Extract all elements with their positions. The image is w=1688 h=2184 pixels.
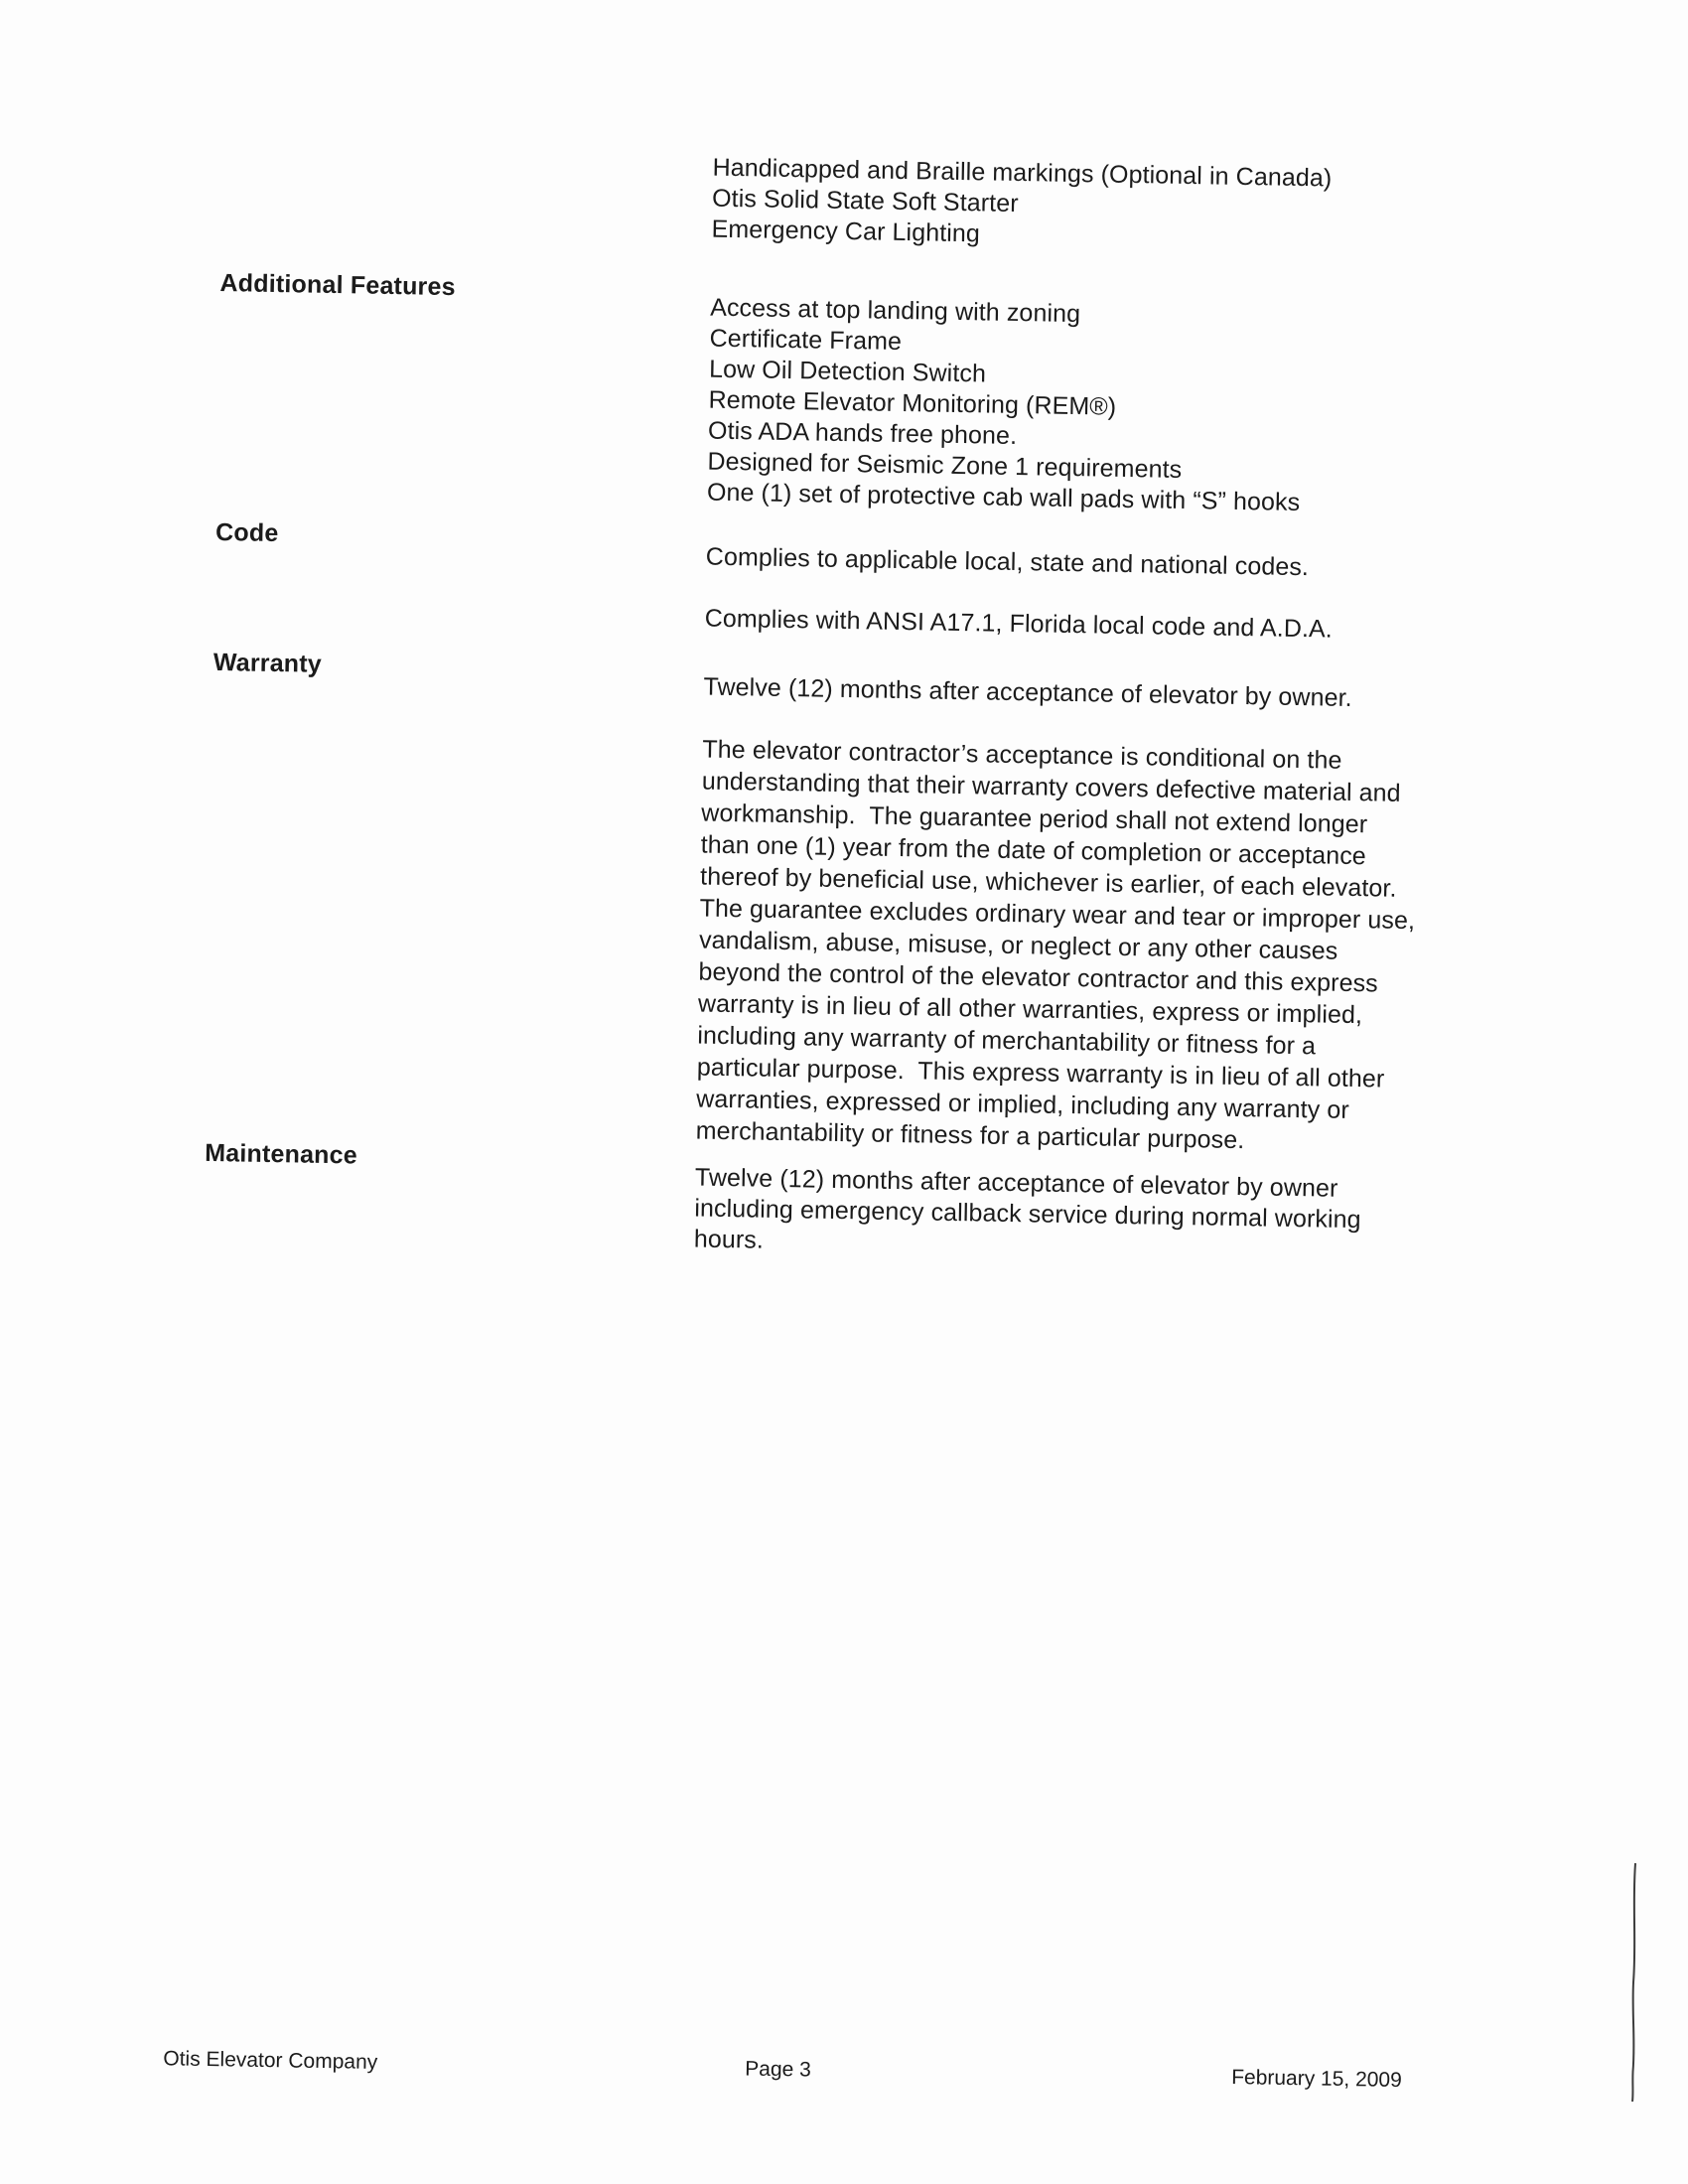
text-line: The guarantee excludes ordinary wear and tear or improper use, [699,894,1416,936]
section-code [214,517,1547,649]
paragraph-block [695,734,1526,1161]
text-line: Emergency Car Lighting [711,215,981,248]
section-maintenance [204,1138,1536,1269]
footer-company-name: Otis Elevator Company [163,2047,378,2075]
section-warranty [206,648,1544,1161]
section-label [222,144,713,153]
text-line: The elevator contractor’s acceptance is conditional on the [702,735,1342,775]
text-line: Complies with ANSI A17.1, Florida local code and A.D.A. [704,604,1334,644]
text-line: Otis ADA hands free phone. [707,416,1018,451]
text-line: Twelve (12) months after acceptance of elevator by owner [694,1163,1338,1203]
lines-block [707,293,1535,522]
text-line: Complies to applicable local, state and national codes. [705,542,1310,582]
section-additional-features [216,268,1551,522]
text-line: understanding that their warranty covers defective material and [701,767,1401,807]
text-line: Certificate Frame [709,324,903,356]
text-line: than one (1) year from the date of completion or acceptance [700,830,1367,871]
lines-block [706,542,1530,587]
text-line: Handicapped and Braille markings (Optional in Canada) [712,153,1333,193]
section-content [704,526,1530,649]
section-features-continued [220,144,1552,259]
text-line: One (1) set of protective cab wall pads with “S” hooks [706,478,1301,516]
sections-container [204,144,1553,1269]
text-line: Low Oil Detection Switch [708,355,987,388]
lines-block [703,672,1527,717]
section-label: Additional Features [219,268,456,302]
text-line: vandalism, abuse, misuse, or neglect or any other causes [698,926,1338,965]
lines-block [711,153,1536,259]
section-label: Code [214,517,279,548]
text-line: including any warranty of merchantability or fitness for a [697,1021,1317,1061]
text-line: Otis Solid State Soft Starter [711,184,1019,218]
footer-page-number: Page 3 [745,2057,812,2082]
section-label: Warranty [212,648,323,678]
text-line: Designed for Seismic Zone 1 requirements [707,447,1183,484]
text-line: warranties, expressed or implied, including any warranty or [696,1085,1350,1124]
footer-date: February 15, 2009 [1230,2066,1402,2093]
text-line: warranty is in lieu of all other warranties, express or implied, [697,989,1363,1030]
text-line: particular purpose. This express warranty is in lieu of all other [696,1053,1385,1093]
section-content [707,277,1535,522]
text-line: thereof by beneficial use, whichever is earlier, of each elevator. [699,862,1397,903]
section-label: Maintenance [205,1138,358,1170]
scan-artifact-line [1629,1863,1639,2102]
text-line: merchantability or fitness for a particular purpose. [695,1116,1245,1155]
text-line: beyond the control of the elevator contractor and this express [698,957,1379,998]
lines-block [704,604,1528,649]
lines-block [694,1162,1519,1268]
text-line: hours. [693,1225,765,1254]
text-line: including emergency callback service during normal working [694,1194,1361,1235]
text-line: Access at top landing with zoning [709,293,1081,329]
document-body [163,144,1553,2093]
text-line: workmanship. The guarantee period shall not extend longer [701,799,1368,839]
section-content [711,153,1536,259]
text-line: Remote Elevator Monitoring (REM®) [708,385,1117,421]
section-content [694,1146,1520,1268]
text-line: Twelve (12) months after acceptance of elevator by owner. [703,672,1352,712]
section-content [695,656,1527,1161]
